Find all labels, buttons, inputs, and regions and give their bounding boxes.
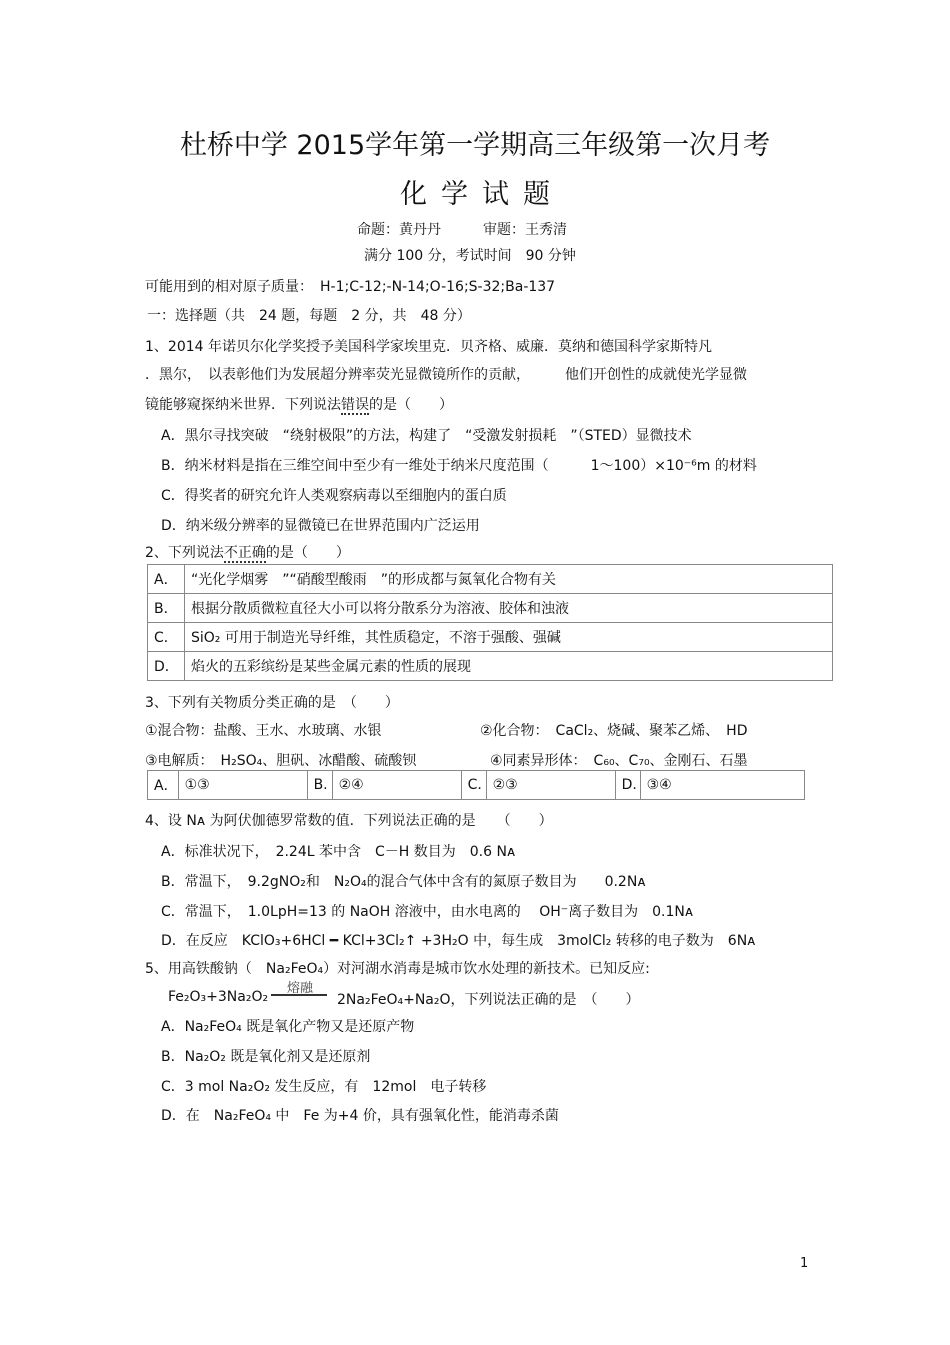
table-row (148, 594, 833, 623)
table-row (148, 652, 833, 681)
q2-options-table (147, 564, 833, 681)
q3-stem: 3、下列有关物质分类正确的是 （ ） (145, 695, 399, 711)
exam-subtitle: 化学试题 (400, 179, 564, 210)
reaction-arrow (271, 994, 327, 996)
q4-option-a: A．标准状况下， 2.24L 苯中含 C－H 数目为 0.6 Nᴀ (161, 844, 516, 860)
q2-a-text: “光化学烟雾 ”“硝酸型酸雨 ”的形成都与氮氧化合物有关 (185, 565, 833, 594)
q5-stem: 5、用高铁酸钠（ Na₂FeO₄）对河湖水消毒是城市饮水处理的新技术。已知反应: (145, 961, 650, 977)
q3-d-label: D. (615, 771, 640, 800)
q3-c-text: ②③ (486, 771, 615, 800)
q2-c-text: SiO₂ 可用于制造光导纤维，其性质稳定，不溶于强酸、强碱 (185, 623, 833, 652)
q4-option-d: D．在反应 KClO₃+6HCl ━ KCl+3Cl₂↑ +3H₂O 中，每生成 3molCl₂ 转移的电子数为 6Nᴀ (161, 933, 756, 949)
q3-a-text: ①③ (178, 771, 307, 800)
q1-option-a: A．黑尔寻找突破 “绕射极限”的方法，构建了 “受激发射损耗 ”（STED）显微技术 (161, 428, 692, 444)
atomic-mass-line: 可能用到的相对原子质量： H-1;C-12;-N-14;O-16;S-32;Ba-137 (145, 279, 556, 295)
q3-c-label: C. (461, 771, 486, 800)
q4-option-c: C．常温下， 1.0LpH=13 的 NaOH 溶液中，由水电离的 OH⁻离子数目为 0.1Nᴀ (161, 904, 694, 920)
q1-option-c: C．得奖者的研究允许人类观察病毒以至细胞内的蛋白质 (161, 488, 507, 504)
q3-b-label: B. (307, 771, 332, 800)
q3-item-3: ③电解质： H₂SO₄、胆矾、冰醋酸、硫酸钡 (145, 753, 417, 769)
q1-option-b: B．纳米材料是指在三维空间中至少有一维处于纳米尺度范围（ 1～100）×10⁻⁶m 的材料 (161, 458, 757, 474)
table-row (148, 771, 805, 800)
q4-stem: 4、设 Nᴀ 为阿伏伽德罗常数的值．下列说法正确的是 （ ） (145, 813, 553, 829)
q4-option-b: B．常温下， 9.2gNO₂和 N₂O₄的混合气体中含有的氮原子数目为 0.2Nᴀ (161, 874, 646, 890)
q5-option-a: A．Na₂FeO₄ 既是氧化产物又是还原产物 (161, 1019, 415, 1035)
q2-emphasis-word: 不正确 (223, 545, 266, 561)
q1-option-d: D．纳米级分辨率的显微镜已在世界范围内广泛运用 (161, 518, 480, 534)
q3-b-text: ②④ (332, 771, 461, 800)
q3-item-4: ④同素异形体： C₆₀、C₇₀、金刚石、石墨 (490, 753, 748, 769)
q5-option-d: D．在 Na₂FeO₄ 中 Fe 为+4 价，具有强氧化性，能消毒杀菌 (161, 1108, 559, 1124)
q1-stem-line1: 1、2014 年诺贝尔化学奖授予美国科学家埃里克．贝齐格、威廉．莫纳和德国科学家斯特凡 (145, 339, 712, 355)
q5-option-b: B．Na₂O₂ 既是氧化剂又是还原剂 (161, 1049, 371, 1065)
q3-item-1: ①混合物：盐酸、王水、水玻璃、水银 (145, 723, 382, 739)
q5-reaction-right: 2Na₂FeO₄+Na₂O，下列说法正确的是 （ ） (337, 992, 640, 1008)
page-number: 1 (800, 1256, 809, 1271)
q1-stem-line3 (145, 394, 453, 414)
authors-line: 命题：黄丹丹 审题：王秀清 (357, 222, 567, 238)
q2-stem-end: 的是（ ） (265, 545, 350, 561)
q3-a-label: A． (148, 771, 179, 800)
q2-stem (145, 542, 350, 562)
q2-b-text: 根据分散质微粒直径大小可以将分散系分为溶液、胶体和浊液 (185, 594, 833, 623)
q1-stem-end: 的是（ ） (369, 397, 453, 413)
q3-options-table (147, 770, 805, 800)
q5-option-c: C．3 mol Na₂O₂ 发生反应，有 12mol 电子转移 (161, 1079, 487, 1095)
q2-a-label: A． (148, 565, 185, 594)
q5-reaction-left: Fe₂O₃+3Na₂O₂ (168, 989, 269, 1005)
exam-info-line: 满分 100 分，考试时间 90 分钟 (364, 248, 576, 264)
table-row (148, 565, 833, 594)
q3-d-text: ③④ (640, 771, 804, 800)
q2-b-label: B． (148, 594, 185, 623)
table-row (148, 623, 833, 652)
q2-c-label: C． (148, 623, 185, 652)
q1-stem-line2: ．黑尔， 以表彰他们为发展超分辨率荧光显微镜所作的贡献， 他们开创性的成就使光学显微 (145, 367, 747, 383)
q2-d-label: D． (148, 652, 185, 681)
section-heading: 一：选择题（共 24 题，每题 2 分，共 48 分） (147, 308, 471, 324)
q2-stem-text: 2、下列说法 (145, 545, 224, 561)
q3-item-2: ②化合物： CaCl₂、烧碱、聚苯乙烯、 HD (480, 723, 748, 739)
q1-stem-text: 镜能够窥探纳米世界．下列说法 (145, 397, 341, 413)
reaction-condition: 熔融 (287, 981, 314, 996)
q1-emphasis-word: 错误 (341, 397, 369, 413)
q2-d-text: 焰火的五彩缤纷是某些金属元素的性质的展现 (185, 652, 833, 681)
exam-title: 杜桥中学 2015学年第一学期高三年级第一次月考 (179, 130, 771, 161)
